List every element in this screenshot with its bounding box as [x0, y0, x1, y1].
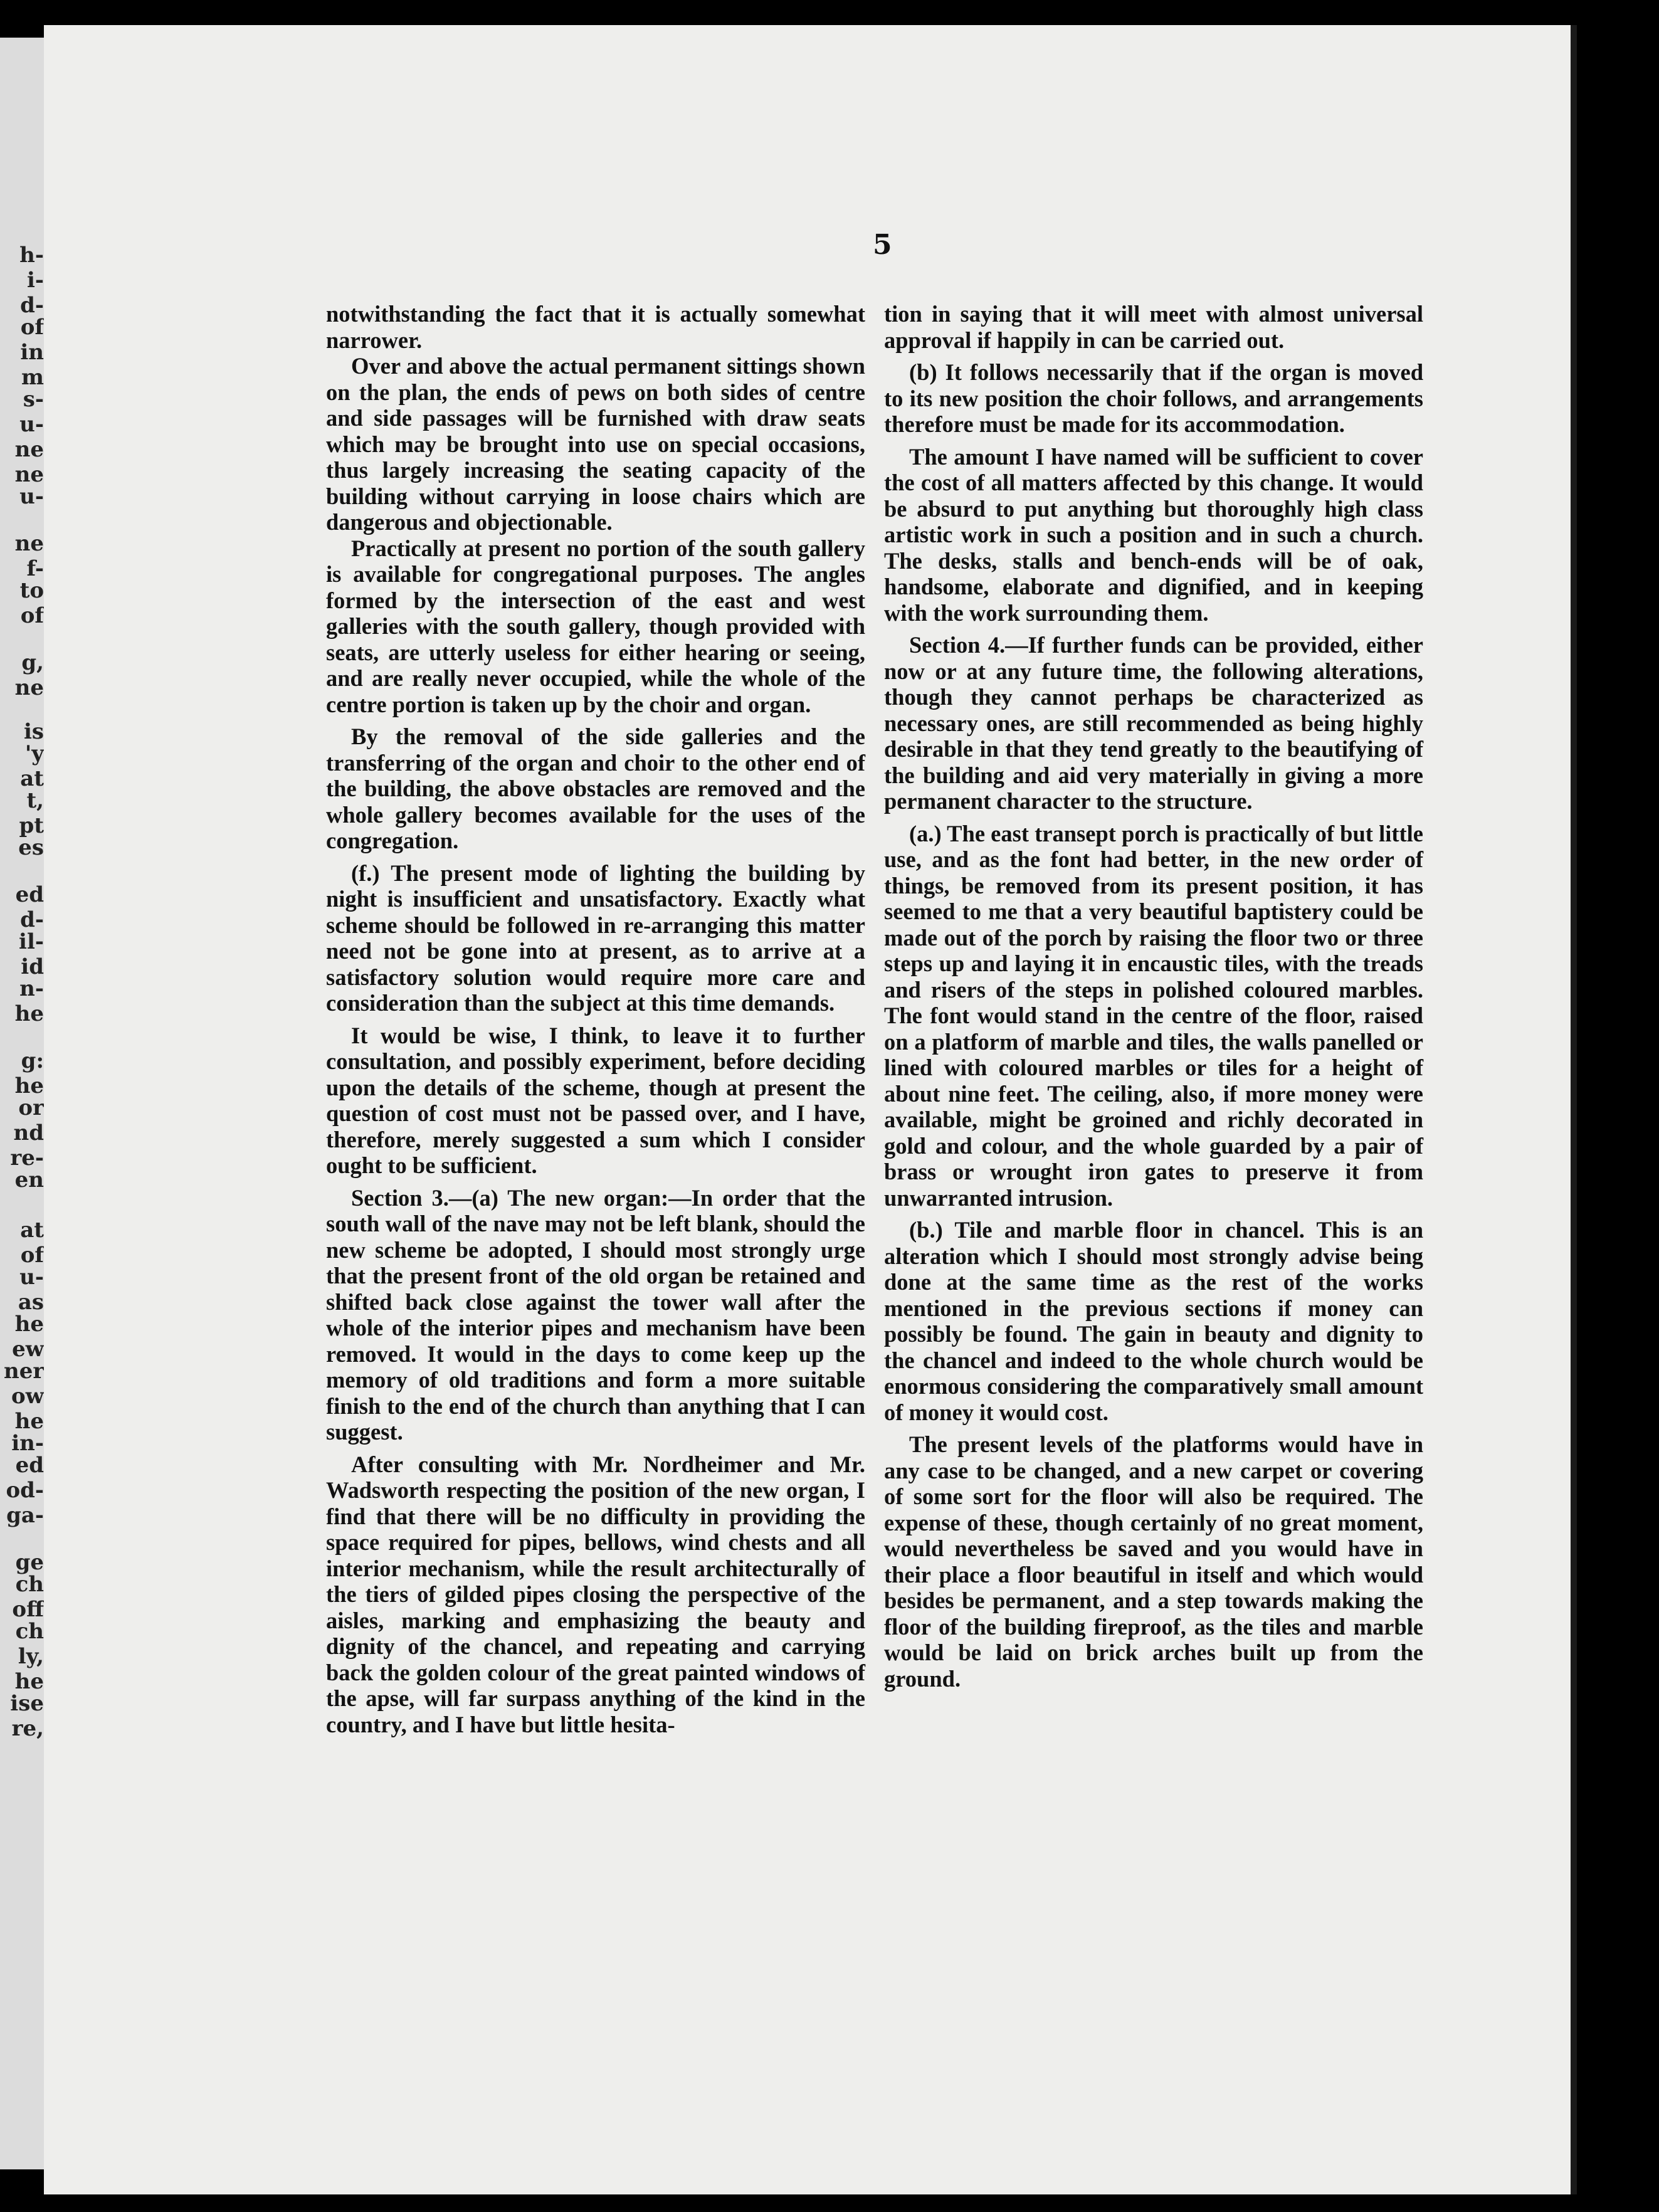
margin-text-fragment: id [21, 954, 44, 979]
margin-text-fragment: g: [21, 1048, 44, 1073]
margin-text-fragment: t, [26, 788, 44, 813]
margin-text-fragment: s- [23, 387, 44, 412]
margin-text-fragment: g, [21, 650, 44, 675]
margin-text-fragment: pt [19, 813, 44, 838]
margin-text-fragment: at [20, 1218, 44, 1243]
margin-text-fragment: ow [11, 1384, 44, 1409]
margin-text-fragment: f- [26, 556, 44, 581]
margin-text-fragment: ner [4, 1359, 44, 1384]
margin-text-fragment: ly, [18, 1644, 44, 1669]
paragraph: (b.) Tile and marble floor in chancel. This is an alteration which I should most strongly advise being done at the same time as the rest of the works mentioned in the previous sections if money can possibly be found. The gain in beauty and dignity to the chancel and indeed to the whole church would be enormous considering the comparatively small amount of money it would cost. [884, 1217, 1423, 1425]
margin-text-fragment: ne [14, 675, 44, 700]
paragraph: It would be wise, I think, to leave it to further consultation, and possibly experiment, before deciding upon the details of the scheme, though at present the question of cost must not be passed over, and I have, therefore, merely suggested a sum which I consider ought to be sufficient. [326, 1022, 865, 1178]
margin-text-fragment: m [21, 365, 44, 390]
margin-text-fragment: in [20, 340, 44, 365]
margin-text-fragment: 'y [24, 741, 44, 766]
margin-text-fragment: il- [19, 929, 44, 954]
margin-text-fragment: en [14, 1167, 44, 1193]
margin-text-fragment: is [23, 719, 44, 744]
paragraph: Over and above the actual permanent sittings shown on the plan, the ends of pews on both sides of centre and side passages will be furnished with draw seats which may be brought into use on special occasions, thus largely increasing the seating capacity of the building without carrying in loose chairs which are dangerous and objectionable. [326, 353, 865, 535]
margin-text-fragment: he [14, 1001, 44, 1026]
paragraph: (f.) The present mode of lighting the building by night is insufficient and unsatisfactory. Exactly what scheme should be followed in re-arranging this matter need not be gone into at present, as to arrive at a satisfactory solution would require more care and consideration than the subject at this time demands. [326, 860, 865, 1016]
margin-text-fragment: re- [10, 1146, 44, 1171]
paragraph: By the removal of the side galleries and the transferring of the organ and choir to the other end of the building, the above obstacles are removed and the whole gallery becomes available for the uses of the congregation. [326, 724, 865, 853]
margin-text-fragment: es [18, 835, 44, 860]
margin-text-fragment: n- [19, 976, 44, 1001]
margin-text-fragment: of [20, 603, 44, 628]
margin-text-fragment: ne [14, 531, 44, 556]
document-page [44, 25, 1577, 2194]
margin-text-fragment: i- [26, 268, 44, 293]
paragraph: Section 3.—(a) The new organ:—In order that the south wall of the nave may not be left blank, should the new scheme be adopted, I should most strongly urge that the present front of the old organ be retained and shifted back close against the tower wall after the whole of the interior pipes and mechanism have been removed. It would in the days to come keep up the memory of old traditions and form a more suitable finish to the end of the church than anything that I can suggest. [326, 1184, 865, 1445]
margin-text-fragment: ed [15, 882, 44, 907]
paragraph: The amount I have named will be sufficient to cover the cost of all matters affected by this change. It would be absurd to put anything but thoroughly high class artistic work in such a position and in such a church. The desks, stalls and bench-ends will be of oak, handsome, elaborate and dignified, and in keeping with the work surrounding them. [884, 443, 1423, 626]
right-column [884, 301, 1423, 1692]
margin-text-fragment: u- [19, 484, 44, 509]
margin-text-fragment: od- [6, 1478, 44, 1503]
margin-text-fragment: u- [19, 412, 44, 437]
margin-text-fragment: ch [15, 1619, 44, 1644]
paragraph: (b) It follows necessarily that if the organ is moved to its new position the choir follows, and arrangements therefore must be made for its accommodation. [884, 359, 1423, 437]
margin-text-fragment: ge [15, 1550, 44, 1575]
margin-text-fragment: ch [15, 1572, 44, 1597]
paragraph: (a.) The east transept porch is practically of but little use, and as the font had better, in the new order of things, be removed from its present position, it has seemed to me that a very beautiful baptistery could be made out of the porch by raising the floor two or three steps up and laying it in encaustic tiles, with the treads and risers of the steps in polished coloured marbles. The font would stand in the centre of the floor, raised on a platform of marble and tiles, the walls panelled or lined with coloured marbles or tiles for a height of about nine feet. The ceiling, also, if more money were available, might be groined and richly decorated in gold and colour, and the whole guarded by a pair of brass or wrought iron gates to preserve it from unwarranted intrusion. [884, 820, 1423, 1211]
margin-text-fragment: he [14, 1312, 44, 1337]
margin-text-fragment: ew [12, 1337, 44, 1362]
paragraph: After consulting with Mr. Nordheimer and Mr. Wadsworth respecting the position of the new organ, I find that there will be no difficulty in providing the space required for pipes, bellows, wind chests and all interior mechanism, while the result architecturally of the tiers of gilded pipes closing the perspective of the aisles, marking and emphasizing the beauty and dignity of the chancel, and repeating and carrying back the golden colour of the great painted windows of the apse, will far surpass anything of the kind in the country, and I have but little hesita- [326, 1451, 865, 1737]
margin-text-fragment: re, [11, 1716, 44, 1741]
paragraph: tion in saying that it will meet with almost universal approval if happily in can be carried out. [884, 301, 1423, 353]
margin-text-fragment: at [20, 766, 44, 791]
paragraph: notwithstanding the fact that it is actually somewhat narrower. [326, 301, 865, 353]
margin-text-fragment: in- [11, 1431, 44, 1456]
paragraph: Section 4.—If further funds can be provided, either now or at any future time, the following alterations, though they cannot perhaps be characterized as necessary ones, are still recommended as being highly desirable in that they tend greatly to the beautifying of the building and aid very materially in giving a more permanent character to the structure. [884, 632, 1423, 814]
margin-text-fragment: ise [10, 1691, 44, 1716]
margin-text-fragment: he [14, 1073, 44, 1098]
margin-text-fragment: he [14, 1669, 44, 1694]
margin-text-fragment: of [20, 1243, 44, 1268]
facing-page-margin [0, 38, 44, 2169]
margin-text-fragment: off [12, 1597, 44, 1622]
paragraph: Practically at present no portion of the south gallery is available for congregational purposes. The angles formed by the intersection of the east and west galleries with the south gallery, though provided with seats, are utterly useless for either hearing or seeing, and are really never occupied, while the whole of the centre portion is taken up by the choir and organ. [326, 535, 865, 717]
margin-text-fragment: as [18, 1290, 44, 1315]
margin-text-fragment: of [20, 315, 44, 340]
left-column [326, 301, 865, 1737]
margin-text-fragment: ne [14, 462, 44, 487]
margin-text-fragment: or [18, 1095, 44, 1120]
page-number: 5 [873, 229, 892, 261]
margin-text-fragment: ed [15, 1453, 44, 1478]
paragraph: The present levels of the platforms would have in any case to be changed, and a new carpet or covering of some sort for the floor will also be required. The expense of these, though certainly of no great moment, would nevertheless be saved and you would have in their place a floor beautiful in itself and which would besides be permanent, and a step towards making the floor of the building fireproof, as the tiles and marble would be laid on brick arches built up from the ground. [884, 1431, 1423, 1692]
margin-text-fragment: d- [20, 907, 44, 932]
margin-text-fragment: h- [19, 243, 44, 268]
margin-text-fragment: d- [20, 293, 44, 318]
margin-text-fragment: he [14, 1409, 44, 1434]
margin-text-fragment: u- [19, 1265, 44, 1290]
margin-text-fragment: ne [14, 437, 44, 462]
margin-text-fragment: nd [13, 1120, 44, 1146]
margin-text-fragment: ga- [6, 1503, 44, 1528]
margin-text-fragment: to [19, 578, 44, 603]
